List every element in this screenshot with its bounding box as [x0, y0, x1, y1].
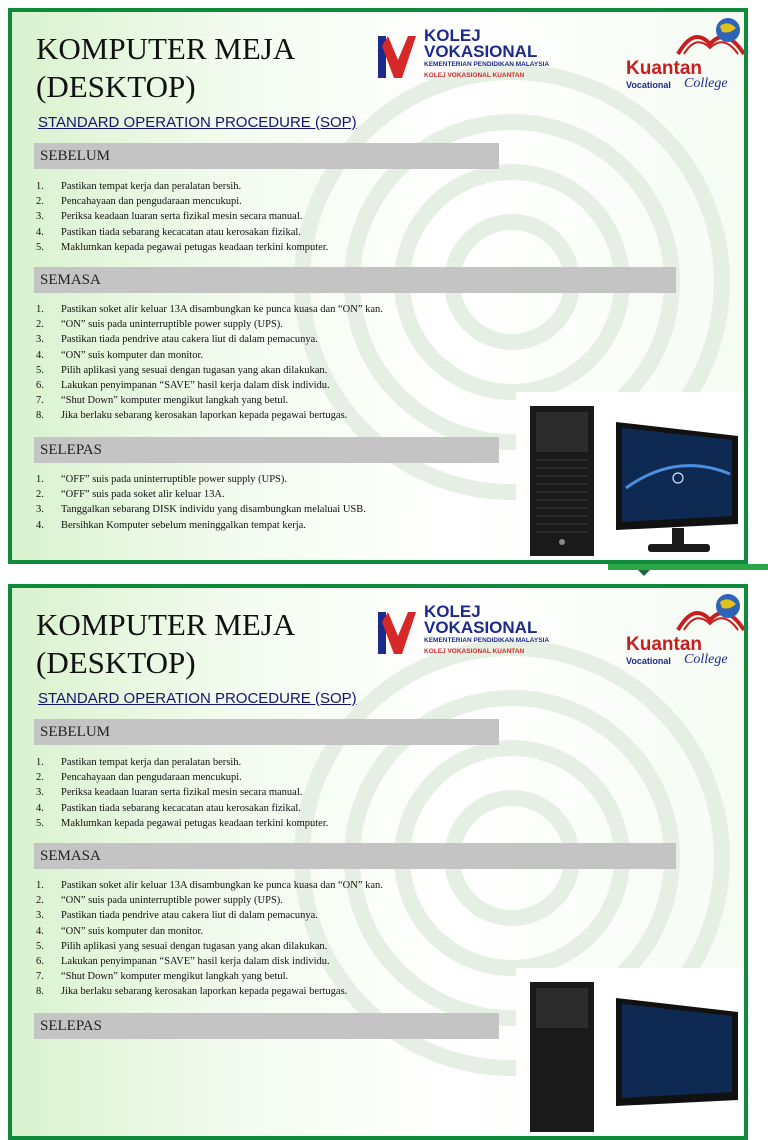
divider-stripe: [0, 562, 768, 576]
desktop-computer-image: [516, 968, 748, 1138]
list-item: 3. Periksa keadaan luaran serta fizikal mesin secara manual.: [36, 787, 303, 799]
section-heading-semasa: SEMASA: [34, 843, 676, 869]
kuantan-college-logo: Kuantan Vocational College: [626, 14, 748, 94]
kv-emblem-icon: [376, 30, 420, 84]
semasa-list: [34, 878, 383, 1000]
kuantan-college-logo: Kuantan Vocational College: [626, 590, 748, 670]
page-title: KOMPUTER MEJA (DESKTOP): [36, 31, 296, 104]
list-item: 1. Pastikan tempat kerja dan peralatan bersih.: [36, 757, 242, 768]
list-item: 8. Jika berlaku sebarang kerosakan laporkan kepada pegawai bertugas.: [36, 986, 348, 998]
list-item: 4. Pastikan tiada sebarang kecacatan atau kerosakan fizikal.: [36, 802, 301, 814]
list-item: 2. Pencahayaan dan pengudaraan mencukupi.: [36, 196, 242, 208]
desktop-computer-icon: [516, 968, 748, 1138]
list-item: 8. Jika berlaku sebarang kerosakan laporkan kepada pegawai bertugas.: [36, 410, 348, 422]
section-heading-semasa: SEMASA: [34, 267, 676, 293]
list-item: 4. Bersihkan Komputer sebelum meninggalkan tempat kerja.: [36, 519, 306, 531]
list-item: 4. “ON” suis komputer dan monitor.: [36, 925, 204, 937]
list-item: 2. “OFF” suis pada soket alir keluar 13A.: [36, 489, 225, 501]
sop-subtitle: STANDARD OPERATION PROCEDURE (SOP): [38, 690, 357, 707]
globe-book-emblem-icon: [676, 590, 746, 634]
section-heading-sebelum: SEBELUM: [34, 143, 499, 169]
list-item: 3. Tanggalkan sebarang DISK individu yang disambungkan melaluai USB.: [36, 504, 366, 516]
semasa-list: [34, 302, 383, 424]
list-item: 4. “ON” suis komputer dan monitor.: [36, 349, 204, 361]
kolej-vokasional-logo: KOLEJ VOKASIONAL KEMENTERIAN PENDIDIKAN MALAYSIA KOLEJ VOKASIONAL KUANTAN: [376, 26, 568, 88]
desktop-computer-image: [516, 392, 748, 562]
section-heading-selepas: SELEPAS: [34, 1013, 499, 1039]
sebelum-list: [34, 755, 328, 831]
sebelum-list: [34, 179, 328, 255]
list-item: 4. Pastikan tiada sebarang kecacatan atau kerosakan fizikal.: [36, 226, 301, 238]
list-item: 7. “Shut Down” komputer mengikut langkah yang betul.: [36, 971, 289, 983]
list-item: 3. Periksa keadaan luaran serta fizikal mesin secara manual.: [36, 211, 303, 223]
sop-subtitle: STANDARD OPERATION PROCEDURE (SOP): [38, 114, 357, 131]
selepas-list: [34, 472, 366, 533]
kv-emblem-icon: [376, 606, 420, 660]
list-item: 6. Lakukan penyimpanan “SAVE” hasil kerja dalam disk individu.: [36, 956, 330, 968]
list-item: 5. Maklumkan kepada pegawai petugas keadaan terkini komputer.: [36, 817, 329, 829]
list-item: 2. “ON” suis pada uninterruptible power supply (UPS).: [36, 319, 283, 331]
sop-card-2: [8, 584, 748, 1140]
kolej-vokasional-logo: KOLEJ VOKASIONAL KEMENTERIAN PENDIDIKAN MALAYSIA KOLEJ VOKASIONAL KUANTAN: [376, 602, 568, 664]
list-item: 1. Pastikan soket alir keluar 13A disambungkan ke punca kuasa dan “ON” kan.: [36, 880, 383, 891]
desktop-computer-icon: [516, 392, 748, 562]
list-item: 1. Pastikan tempat kerja dan peralatan bersih.: [36, 181, 242, 192]
list-item: 5. Pilih aplikasi yang sesuai dengan tugasan yang akan dilakukan.: [36, 364, 328, 376]
list-item: 7. “Shut Down” komputer mengikut langkah yang betul.: [36, 395, 289, 407]
list-item: 6. Lakukan penyimpanan “SAVE” hasil kerja dalam disk individu.: [36, 380, 330, 392]
list-item: 5. Pilih aplikasi yang sesuai dengan tugasan yang akan dilakukan.: [36, 940, 328, 952]
sop-card-1: [8, 8, 748, 564]
list-item: 3. Pastikan tiada pendrive atau cakera liut di dalam pemacunya.: [36, 910, 318, 922]
list-item: 2. Pencahayaan dan pengudaraan mencukupi.: [36, 772, 242, 784]
list-item: 1. “OFF” suis pada uninterruptible power supply (UPS).: [36, 474, 288, 485]
list-item: 2. “ON” suis pada uninterruptible power supply (UPS).: [36, 895, 283, 907]
list-item: 3. Pastikan tiada pendrive atau cakera liut di dalam pemacunya.: [36, 334, 318, 346]
list-item: 1. Pastikan soket alir keluar 13A disambungkan ke punca kuasa dan “ON” kan.: [36, 304, 383, 315]
list-item: 5. Maklumkan kepada pegawai petugas keadaan terkini komputer.: [36, 241, 329, 253]
page-title: KOMPUTER MEJA (DESKTOP): [36, 607, 296, 680]
globe-book-emblem-icon: [676, 14, 746, 58]
section-heading-sebelum: SEBELUM: [34, 719, 499, 745]
section-heading-selepas: SELEPAS: [34, 437, 499, 463]
